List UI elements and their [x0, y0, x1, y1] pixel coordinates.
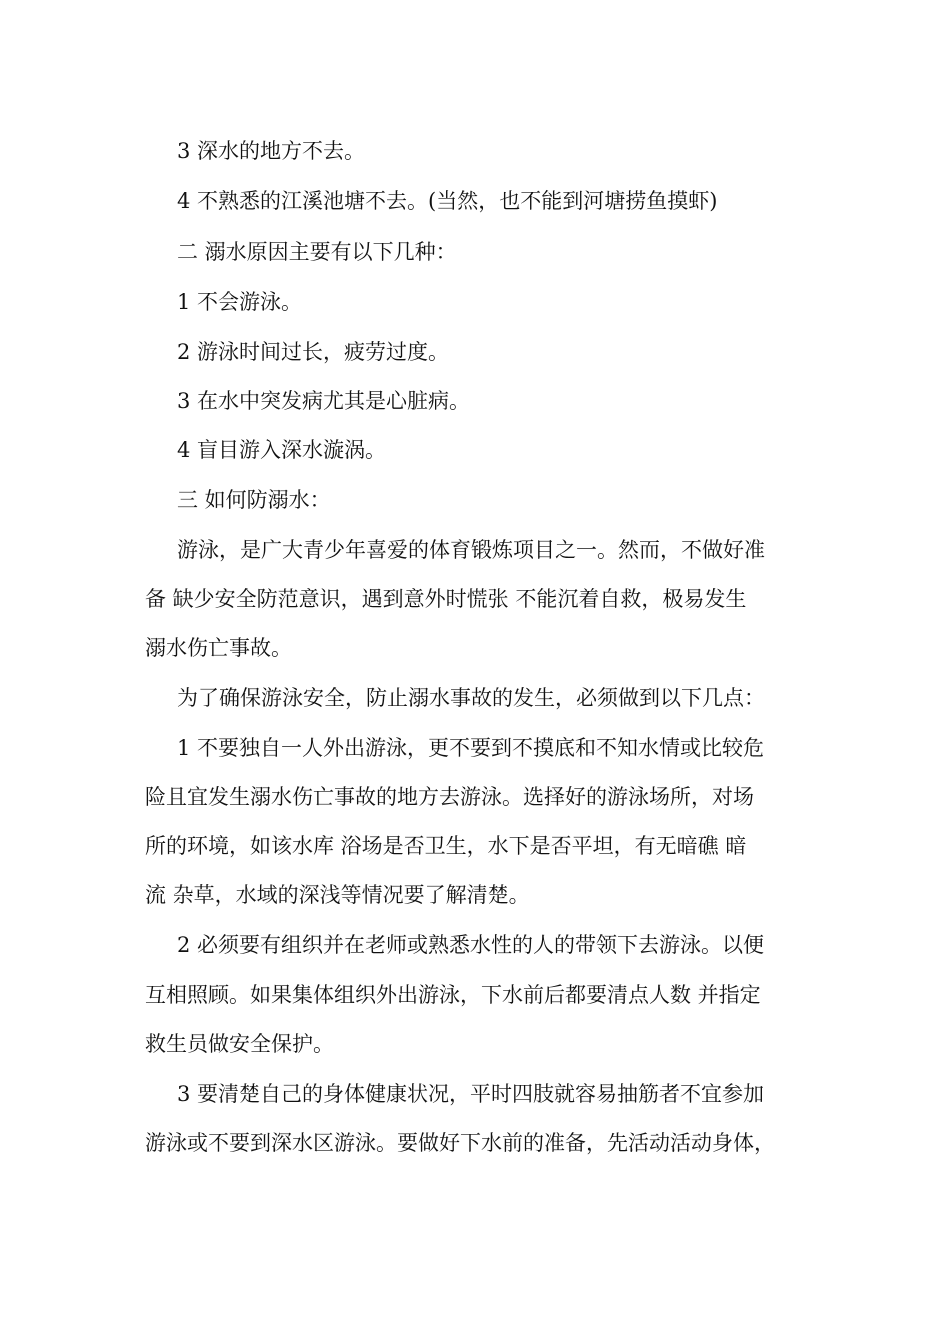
text-line: 2 游泳时间过长，疲劳过度。 [177, 340, 450, 364]
text-line: 游泳，是广大青少年喜爱的体育锻炼项目之一。然而，不做好准 [177, 538, 765, 562]
text-line: 2 必须要有组织并在老师或熟悉水性的人的带领下去游泳。以便 [177, 933, 765, 957]
text-line: 3 在水中突发病尤其是心脏病。 [177, 389, 471, 413]
text-line: 1 不会游泳。 [177, 290, 303, 314]
text-line: 3 要清楚自己的身体健康状况，平时四肢就容易抽筋者不宜参加 [177, 1082, 765, 1106]
text-line: 1 不要独自一人外出游泳，更不要到不摸底和不知水情或比较危 [177, 736, 765, 760]
text-line: 救生员做安全保护。 [145, 1032, 334, 1056]
text-line: 流 杂草，水域的深浅等情况要了解清楚。 [145, 883, 530, 907]
section-heading: 三 如何防溺水： [177, 488, 331, 512]
text-line: 险且宜发生溺水伤亡事故的地方去游泳。选择好的游泳场所，对场 [145, 785, 754, 809]
text-line: 4 不熟悉的江溪池塘不去。(当然，也不能到河塘捞鱼摸虾) [177, 189, 718, 213]
text-line: 3 深水的地方不去。 [177, 139, 366, 163]
text-line: 互相照顾。如果集体组织外出游泳，下水前后都要清点人数 并指定 [145, 983, 761, 1007]
text-line: 溺水伤亡事故。 [145, 636, 292, 660]
text-line: 为了确保游泳安全，防止溺水事故的发生，必须做到以下几点： [177, 686, 765, 710]
text-line: 备 缺少安全防范意识，遇到意外时慌张 不能沉着自救，极易发生 [145, 587, 747, 611]
text-line: 游泳或不要到深水区游泳。要做好下水前的准备，先活动活动身体， [145, 1131, 775, 1155]
section-heading: 二 溺水原因主要有以下几种： [177, 240, 457, 264]
text-line: 所的环境，如该水库 浴场是否卫生，水下是否平坦，有无暗礁 暗 [145, 834, 747, 858]
text-line: 4 盲目游入深水漩涡。 [177, 438, 387, 462]
